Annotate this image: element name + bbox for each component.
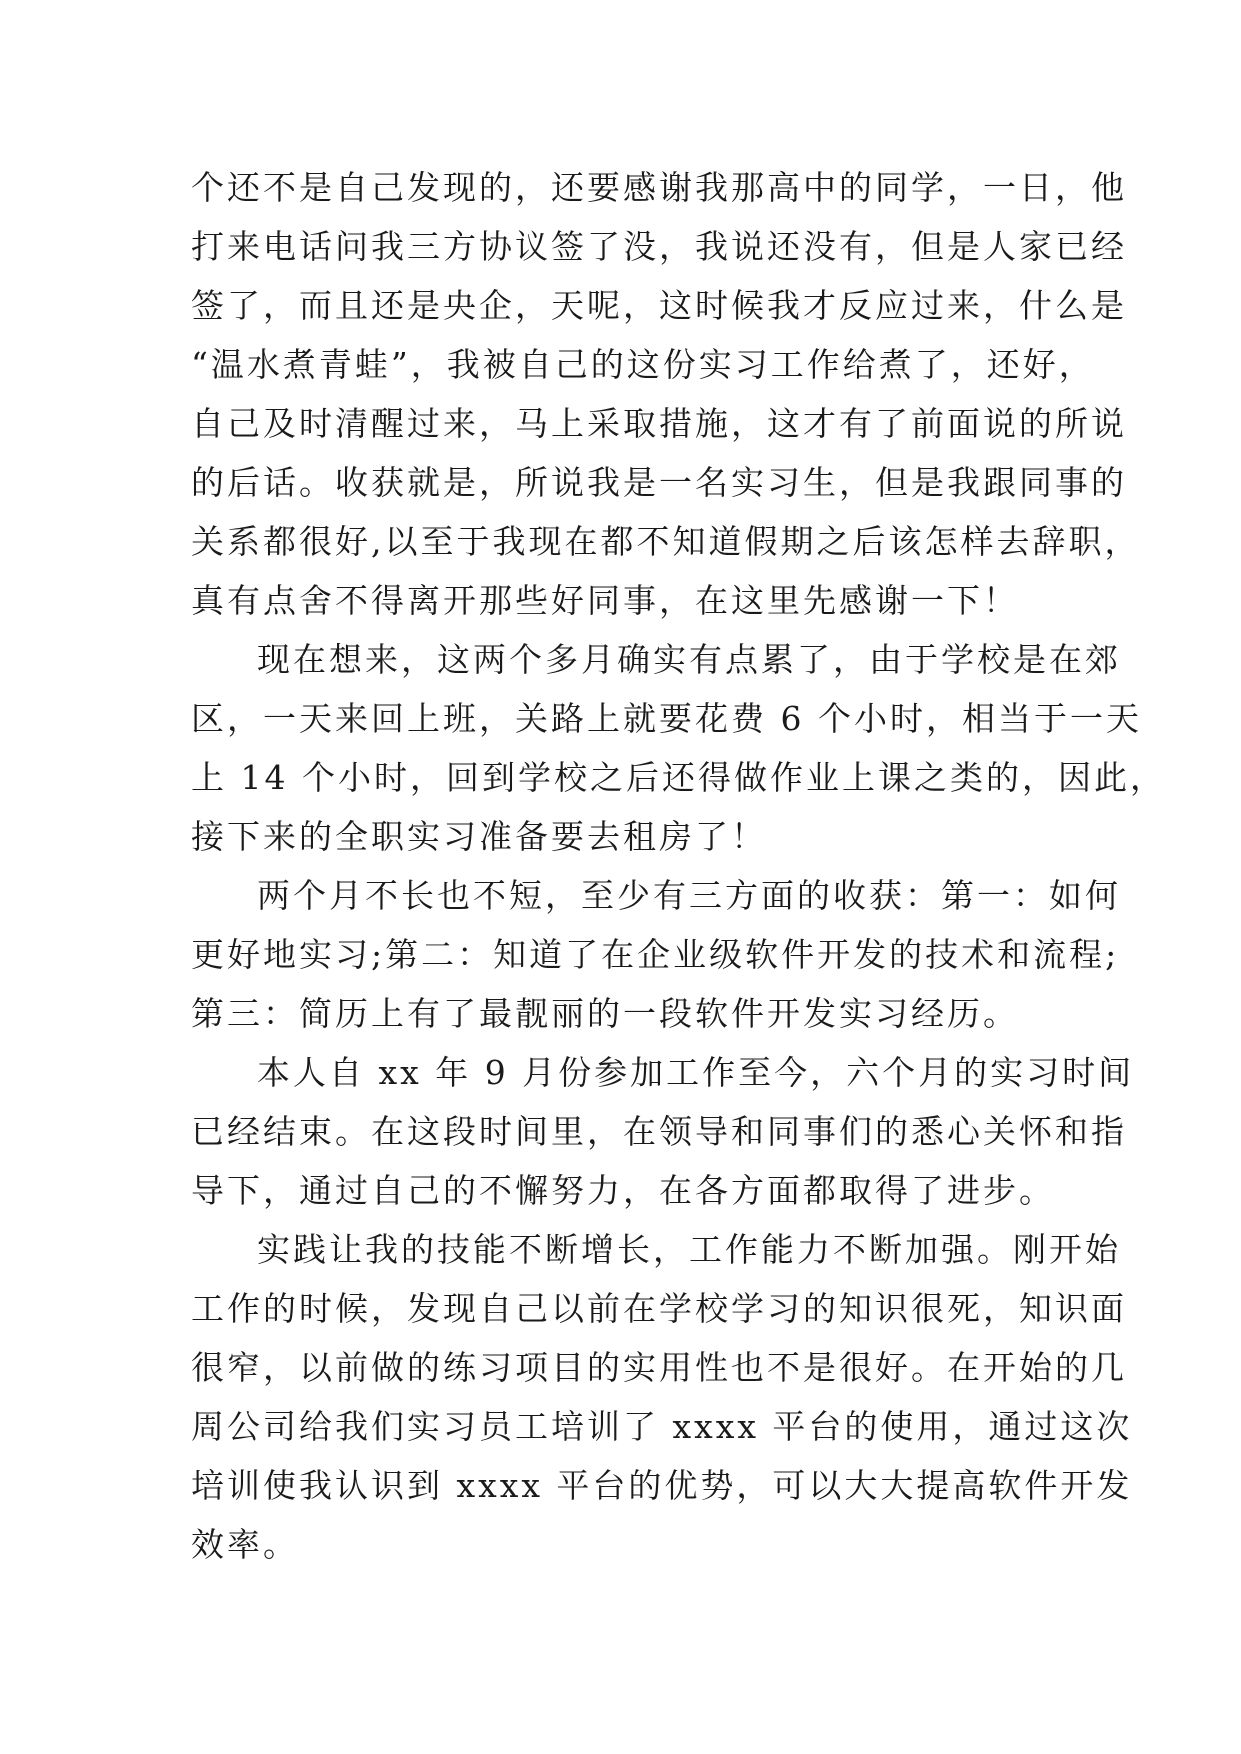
- text-line: 区，一天来回上班，关路上就要花费 6 个小时，相当于一天: [191, 699, 1142, 738]
- text-line: 已经结束。在这段时间里，在领导和同事们的悉心关怀和指: [191, 1112, 1127, 1151]
- text-line: 打来电话问我三方协议签了没，我说还没有，但是人家已经: [191, 227, 1127, 266]
- paragraph-first-line: 两个月不长也不短，至少有三方面的收获：第一：如何: [257, 876, 1121, 915]
- paragraph-first-line: 本人自 xx 年 9 月份参加工作至今，六个月的实习时间: [257, 1053, 1135, 1092]
- text-line: 效率。: [191, 1525, 299, 1564]
- paragraph-first-line: 现在想来，这两个多月确实有点累了，由于学校是在郊: [257, 640, 1121, 679]
- text-line: 自己及时清醒过来，马上采取措施，这才有了前面说的所说: [191, 404, 1127, 443]
- text-line: 关系都很好,以至于我现在都不知道假期之后该怎样去辞职，: [191, 522, 1141, 561]
- text-line: 第三：简历上有了最靓丽的一段软件开发实习经历。: [191, 994, 1019, 1033]
- text-line: 很窄，以前做的练习项目的实用性也不是很好。在开始的几: [191, 1348, 1127, 1387]
- text-line: 个还不是自己发现的，还要感谢我那高中的同学，一日，他: [191, 168, 1127, 207]
- text-line: 签了，而且还是央企，天呢，这时候我才反应过来，什么是: [191, 286, 1127, 325]
- text-line: 工作的时候，发现自己以前在学校学习的知识很死，知识面: [191, 1289, 1127, 1328]
- text-line: 真有点舍不得离开那些好同事，在这里先感谢一下！: [191, 581, 1019, 620]
- text-line: 培训使我认识到 xxxx 平台的优势，可以大大提高软件开发: [191, 1466, 1133, 1505]
- text-line: 的后话。收获就是，所说我是一名实习生，但是我跟同事的: [191, 463, 1127, 502]
- text-line: 导下，通过自己的不懈努力，在各方面都取得了进步。: [191, 1171, 1055, 1210]
- text-line: 接下来的全职实习准备要去租房了！: [191, 817, 767, 856]
- text-line: 周公司给我们实习员工培训了 xxxx 平台的使用，通过这次: [191, 1407, 1133, 1446]
- document-body: [191, 158, 1166, 1574]
- text-line: “温水煮青蛙”，我被自己的这份实习工作给煮了，还好，: [191, 345, 1095, 384]
- text-line: 上 14 个小时，回到学校之后还得做作业上课之类的，因此，: [191, 758, 1166, 797]
- paragraph-first-line: 实践让我的技能不断增长，工作能力不断加强。刚开始: [257, 1230, 1121, 1269]
- text-line: 更好地实习;第二：知道了在企业级软件开发的技术和流程;: [191, 935, 1120, 974]
